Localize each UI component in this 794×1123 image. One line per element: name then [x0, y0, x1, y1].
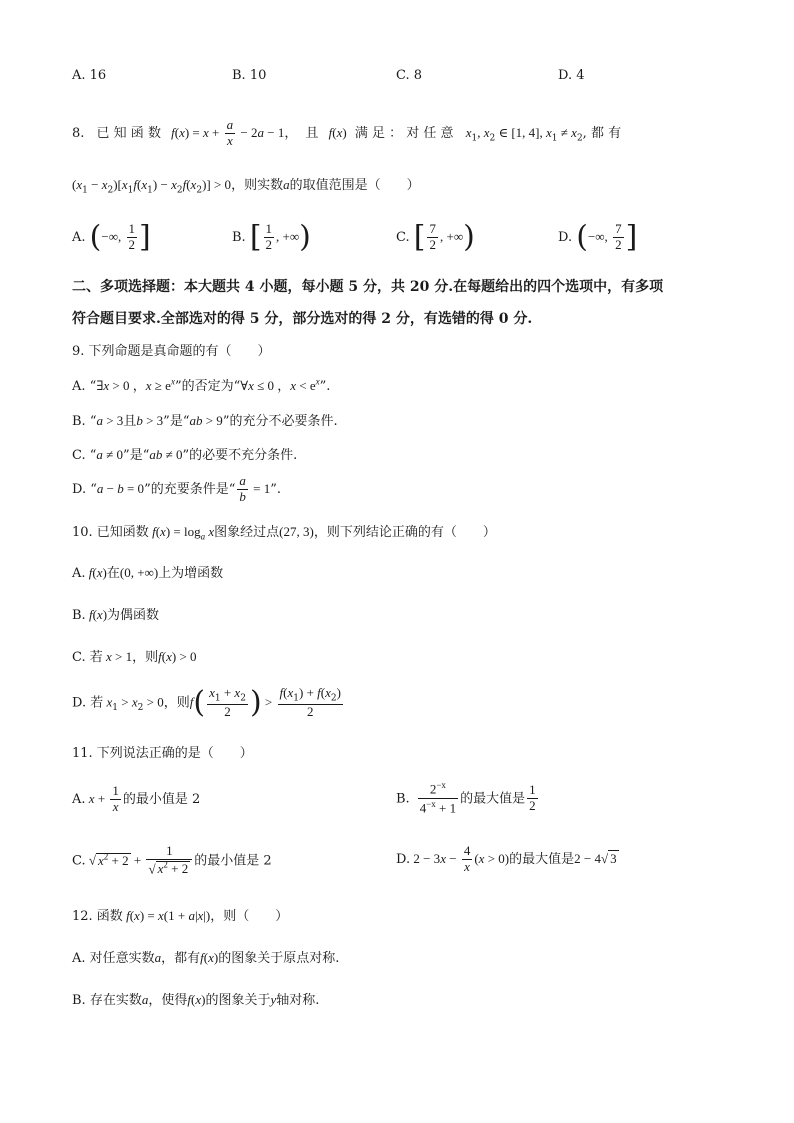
q9-d-pre: D. “: [72, 481, 97, 497]
q9-option-b[interactable]: B. “a > 3且b > 3”是“ab > 9”的充分不必要条件.: [72, 413, 338, 429]
q11-option-a[interactable]: A. x + $\frac{1}{x}$ 的最小值是 2: [72, 783, 201, 814]
q7-option-a[interactable]: A. 16: [72, 68, 107, 83]
q11-b-label: B.: [396, 791, 410, 807]
q9-a-end: ”.: [319, 379, 331, 394]
q10-option-c[interactable]: C. 若 x > 1，则f(x) > 0: [72, 649, 197, 665]
q11-option-b[interactable]: B. $\frac{2^{-x}}{4^{-x} + 1}$ 的最大值是 $\frac{1}{2}$: [396, 780, 536, 816]
q10-b-label: B.: [72, 608, 86, 623]
q9-b-end: ”的充分不必要条件.: [222, 414, 338, 429]
q10-option-b[interactable]: B. f(x)为偶函数: [72, 607, 160, 623]
q8-option-d[interactable]: D. (−∞, $\frac{7}{2}$ ]: [558, 219, 638, 255]
q8-condition-line: $(x_1 - x_2)[x_1f(x_1) - x_2f(x_2)] > 0$，则实数a的取值范围是（ ）: [72, 177, 420, 196]
q9-d-mid: ”的充要条件是“: [144, 481, 236, 497]
q10-d-label: D. 若: [72, 695, 104, 711]
q8-option-b[interactable]: B. [ $\frac{1}{2}$ , +∞): [232, 219, 311, 255]
q12-b-mid: ，使得: [148, 993, 188, 1008]
section-2-heading-line-2: 符合题目要求.全部选对的得 5 分，部分选对的得 2 分，有选错的得 0 分.: [72, 311, 533, 327]
q9-c-mid: ”是“: [123, 448, 150, 463]
q11-option-d[interactable]: D. 2 − 3x − $\frac{4}{x}$ (x > 0)的最大值是2 − 4√ 3: [396, 843, 617, 874]
q7-option-b[interactable]: B. 10: [232, 68, 267, 83]
q7-option-c[interactable]: C. 8: [396, 68, 423, 83]
q8-fraction-a-over-x: $\frac{a}{x}$: [226, 117, 234, 148]
q9-c-end: ”的必要不充分条件.: [182, 448, 298, 463]
q9-d-end: ”.: [270, 481, 281, 497]
q9-a-pre: A. “: [72, 379, 97, 394]
q12-option-b[interactable]: B. 存在实数a，使得f(x)的图象关于y轴对称.: [72, 992, 320, 1008]
q10-d-mid: ，则: [163, 695, 190, 711]
q9-option-d[interactable]: D. “a − b = 0”的充要条件是“ $\frac{a}{b}$ = 1”.: [72, 473, 281, 504]
q8-stem-text-3: 满 足 ： 对 任 意: [354, 125, 454, 141]
q10-c-label: C. 若: [72, 650, 103, 665]
q9-option-a[interactable]: A. “∃x > 0 ，$x \ge e^x$”的否定为“∀x ≤ 0 ，$x < e^x$”.: [72, 376, 331, 394]
q11-d-label: D.: [396, 851, 411, 867]
q8-function-expr: f: [171, 124, 175, 140]
q8-option-b-label: B.: [232, 229, 246, 245]
q9-option-c[interactable]: C. “a ≠ 0”是“ab ≠ 0”的必要不充分条件.: [72, 447, 298, 463]
q11-a-label: A.: [72, 791, 86, 807]
q12-b-mid2: 的图象关于: [205, 993, 271, 1008]
q8-option-a-label: A.: [72, 229, 86, 245]
q10-stem-mid: 图象经过点: [214, 525, 280, 540]
q8-option-c-label: C.: [396, 229, 410, 245]
q8-stem-text-4: 都 有: [590, 125, 622, 141]
q9-stem: 9. 下列命题是真命题的有（ ）: [72, 344, 271, 359]
q10-c-mid: ，则: [132, 650, 159, 665]
q12-b-pre: B. 存在实数: [72, 993, 142, 1008]
q11-option-c[interactable]: C. √ $x^2 + 2$ + $\frac{1}{√ x^2 + 2}$ 的最小值是 2: [72, 843, 272, 877]
q12-stem-end: ，则（ ）: [210, 909, 289, 924]
q9-b-and: 且: [123, 414, 137, 429]
q8-option-d-label: D.: [558, 229, 573, 245]
q8-stem-text-1: 已 知 函 数: [96, 125, 161, 141]
q10-a-mid: 在: [106, 566, 120, 581]
q8-stem-text-2: 且: [305, 125, 319, 141]
q9-a-mid: ”的否定为“: [174, 379, 241, 394]
q8-option-a[interactable]: A. (−∞, $\frac{1}{2}$ ]: [72, 219, 151, 255]
q8-condition-question: 的取值范围是（ ）: [289, 178, 420, 193]
q12-stem: 12. 函数 f(x) = x(1 + a|x|)，则（ ）: [72, 908, 289, 924]
q12-a-pre: A. 对任意实数: [72, 951, 155, 966]
q12-stem-pre: 12. 函数: [72, 909, 123, 924]
q8-condition-text: ，则实数: [231, 178, 284, 193]
q11-b-end: 的最大值是: [460, 791, 526, 807]
q11-a-end: 的最小值是 2: [122, 791, 201, 807]
q12-a-mid: ，都有: [161, 951, 201, 966]
q8-option-c[interactable]: C. [ $\frac{7}{2}$ , +∞): [396, 219, 475, 255]
q10-a-end: 上为增函数: [158, 566, 224, 581]
q9-c-pre: C. “: [72, 448, 97, 463]
q9-b-pre: B. “: [72, 414, 97, 429]
q11-stem: 11. 下列说法正确的是（ ）: [72, 746, 253, 761]
section-2-heading-line-1: 二、多项选择题：本大题共 4 小题，每小题 5 分，共 20 分.在每题给出的四个选项中，有多项: [72, 279, 664, 295]
q12-option-a[interactable]: A. 对任意实数a，都有f(x)的图象关于原点对称.: [72, 950, 340, 966]
q10-b-end: 为偶函数: [107, 608, 160, 623]
q10-stem: 10. 已知函数 $f(x) = \log_a x$图象经过点(27, 3)，则下列结论正确的有（ ）: [72, 524, 496, 542]
q11-c-end: 的最小值是 2: [194, 853, 272, 869]
q10-a-label: A.: [72, 566, 86, 581]
q8-stem-line: 8. 已 知 函 数 f(x) = x + $\frac{a}{x}$ − 2a − 1， 且 f(x) 满 足 ： 对 任 意 $x_1$, $x_2$ ∈ [1, 4], $x_1 \ne x_2$, 都 有: [72, 117, 622, 148]
q12-a-end: 的图象关于原点对称.: [218, 951, 340, 966]
q11-c-label: C.: [72, 853, 86, 869]
q10-option-a[interactable]: A. f(x)在(0, +∞)上为增函数: [72, 565, 224, 581]
q12-b-end: 轴对称.: [276, 993, 320, 1008]
q10-option-d[interactable]: D. 若 $x_1 > x_2 > 0$，则f( $\frac{x_1 + x_2}{2}$ ) > $\frac{f(x_1) + f(x_2)}{2}$: [72, 684, 341, 720]
q8-number: 8.: [72, 125, 85, 141]
q9-b-mid: ”是“: [163, 414, 190, 429]
q7-option-d[interactable]: D. 4: [558, 68, 585, 83]
q11-d-end: 的最大值是: [509, 851, 575, 867]
q10-stem-end: ，则下列结论正确的有（ ）: [313, 525, 496, 540]
q10-stem-pre: 10. 已知函数: [72, 525, 149, 540]
